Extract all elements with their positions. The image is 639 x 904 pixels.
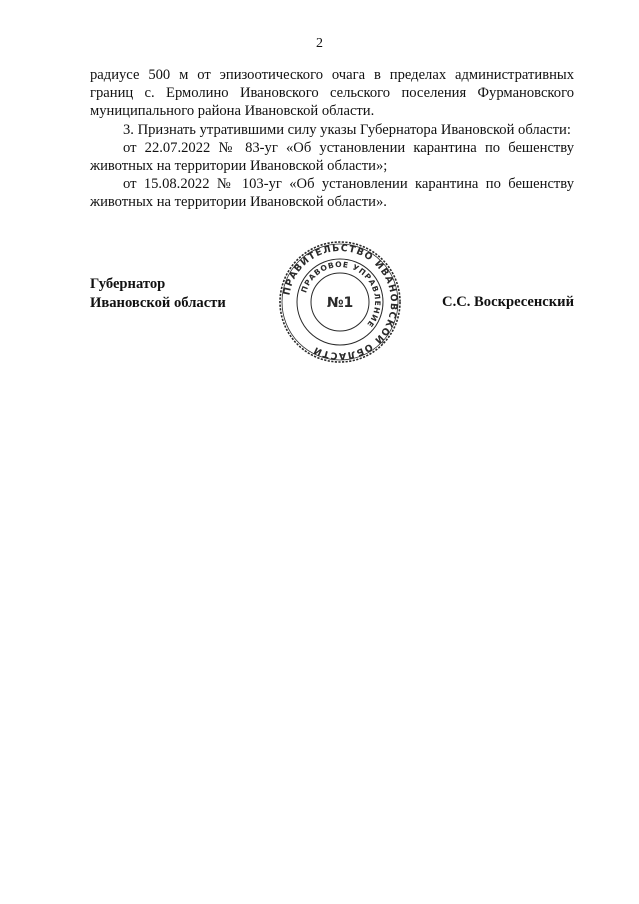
signatory-position [90,275,226,312]
page-number: 2 [316,36,323,51]
paragraph-item-3: 3. Признать утратившими силу указы Губернатора Ивановской области: [123,121,571,138]
seal-center-number: №1 [326,295,354,311]
seal-graphic [278,240,402,364]
seal-inner-text: ПРАВОВОЕ УПРАВЛЕНИЕ [299,259,383,330]
paragraph-continuation: радиусе 500 м от эпизоотического очага в пределах административных границ с. Ермолино Ивановского сельского поселения Фурмановского муниципального района Ивановской области. [90,67,574,120]
paragraph-decree-83: от 22.07.2022 № 83-уг «Об установлении карантина по бешенству животных на территории Ивановской области»; [90,139,574,175]
seal-outer-text: ПРАВИТЕЛЬСТВО ИВАНОВСКОЙ ОБЛАСТИ [281,242,400,362]
official-seal-stamp [278,240,402,364]
paragraph-decree-103: от 15.08.2022 № 103-уг «Об установлении карантина по бешенству животных на территории Ивановской области». [90,176,574,211]
signatory-position-line1: Губернатор [90,276,166,292]
signatory-position-line2: Ивановской области [90,294,226,311]
signatory-name: С.С. Воскресенский [442,294,574,310]
document-body [90,66,574,212]
